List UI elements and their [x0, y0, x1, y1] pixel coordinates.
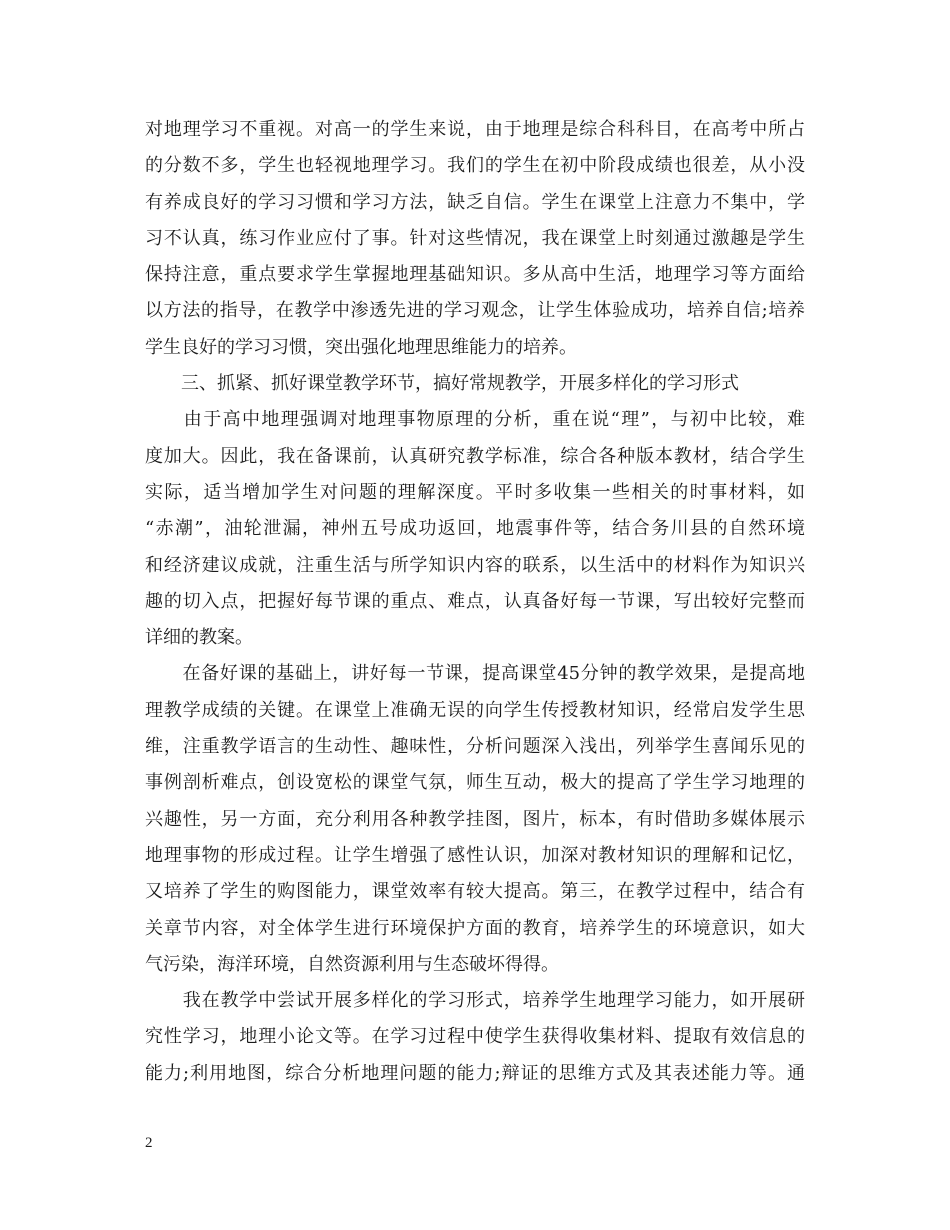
text-line: 能力;利用地图，综合分析地理问题的能力;辩证的思维方式及其表述能力等。通 — [145, 1062, 805, 1084]
text-line: 习不认真，练习作业应付了事。针对这些情况，我在课堂上时刻通过激趣是学生 — [145, 227, 805, 249]
page-number: 2 — [145, 1135, 153, 1151]
text-line: 理教学成绩的关键。在课堂上准确无误的向学生传授教材知识，经常启发学生思 — [145, 699, 805, 721]
text-line: 学生良好的学习习惯，突出强化地理思维能力的培养。 — [145, 336, 577, 358]
text-line: 由于高中地理强调对地理事物原理的分析，重在说“理”，与初中比较，难 — [145, 409, 805, 431]
text-line: 兴趣性，另一方面，充分利用各种教学挂图，图片，标本，有时借助多媒体展示 — [145, 808, 805, 830]
text-line: 事例剖析难点，创设宽松的课堂气氛，师生互动，极大的提高了学生学习地理的 — [145, 772, 805, 794]
paragraph-2 — [145, 402, 805, 656]
text-line: “赤潮”，油轮泄漏，神州五号成功返回，地震事件等，结合务川县的自然环境 — [145, 518, 805, 540]
paragraph-1 — [145, 112, 805, 366]
section-heading — [145, 366, 805, 402]
text-line: 对地理学习不重视。对高一的学生来说，由于地理是综合科科目，在高考中所占 — [145, 119, 805, 140]
text-line: 我在教学中尝试开展多样化的学习形式，培养学生地理学习能力，如开展研 — [145, 990, 805, 1012]
text-line: 详细的教案。 — [145, 627, 253, 649]
paragraph-3 — [145, 656, 805, 983]
text-line: 的分数不多，学生也轻视地理学习。我们的学生在初中阶段成绩也很差，从小没 — [145, 155, 805, 177]
text-line: 有养成良好的学习习惯和学习方法，缺乏自信。学生在课堂上注意力不集中，学 — [145, 191, 805, 213]
paragraph-4 — [145, 983, 805, 1092]
text-line: 气污染，海洋环境，自然资源利用与生态破坏得得。 — [145, 953, 559, 975]
text-line: 地理事物的形成过程。让学生增强了感性认识，加深对教材知识的理解和记忆， — [145, 844, 805, 866]
text-line: 趣的切入点，把握好每节课的重点、难点，认真备好每一节课，写出较好完整而 — [145, 590, 805, 612]
text-line: 又培养了学生的购图能力，课堂效率有较大提高。第三，在教学过程中，结合有 — [145, 881, 805, 903]
text-line: 度加大。因此，我在备课前，认真研究教学标准，综合各种版本教材，结合学生 — [145, 445, 805, 467]
text-line: 维，注重教学语言的生动性、趣味性，分析问题深入浅出，列举学生喜闻乐见的 — [145, 736, 805, 758]
text-line: 以方法的指导，在教学中渗透先进的学习观念，让学生体验成功，培养自信;培养 — [145, 300, 805, 322]
text-line: 在备好课的基础上，讲好每一节课，提高课堂45分钟的教学效果，是提高地 — [145, 663, 805, 685]
text-line: 关章节内容，对全体学生进行环境保护方面的教育，培养学生的环境意识，如大 — [145, 917, 805, 939]
text-line: 实际，适当增加学生对问题的理解深度。平时多收集一些相关的时事材料，如 — [145, 481, 805, 503]
heading-line: 三、抓紧、抓好课堂教学环节，搞好常规教学，开展多样化的学习形式 — [145, 373, 739, 395]
text-line: 究性学习，地理小论文等。在学习过程中使学生获得收集材料、提取有效信息的 — [145, 1026, 805, 1048]
text-line: 和经济建议成就，注重生活与所学知识内容的联系，以生活中的材料作为知识兴 — [145, 554, 805, 576]
text-line: 保持注意，重点要求学生掌握地理基础知识。多从高中生活，地理学习等方面给 — [145, 264, 805, 286]
document-body — [145, 112, 805, 1092]
